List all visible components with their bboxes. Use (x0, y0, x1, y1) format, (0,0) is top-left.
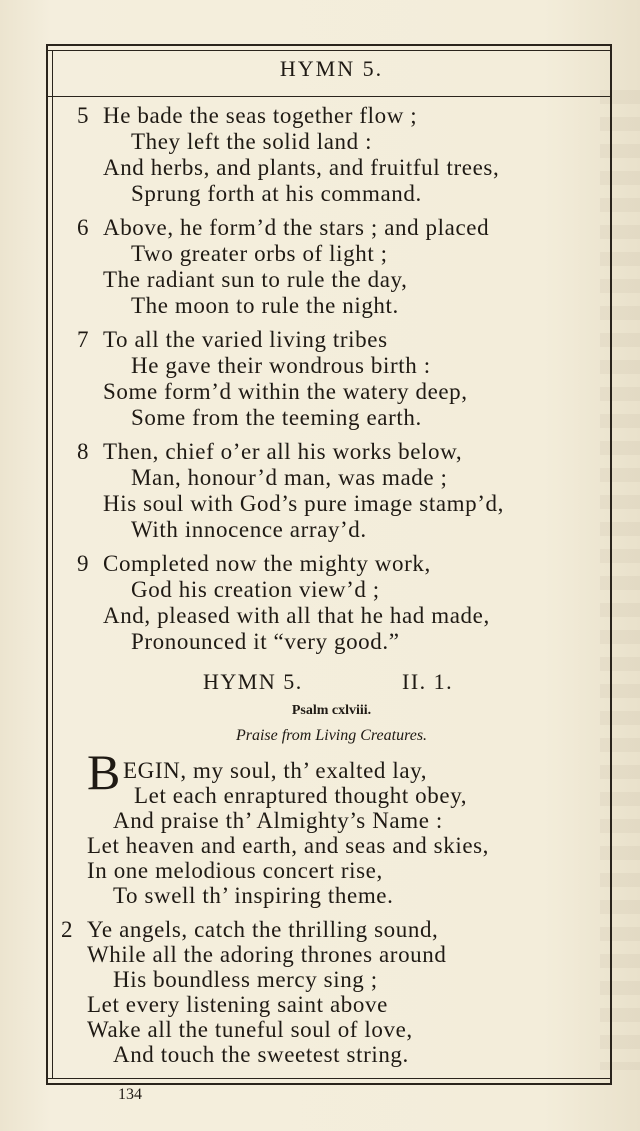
verse-line: And touch the sweetest string. (113, 1042, 409, 1067)
frame-bottom-inner-rule (46, 1078, 612, 1079)
verse-line: Completed now the mighty work, (103, 551, 431, 576)
verse-line: God his creation view’d ; (131, 577, 380, 602)
verse-number: 5 (77, 103, 89, 128)
verse-line: With innocence array’d. (131, 517, 367, 542)
header-bottom-rule (46, 96, 612, 97)
frame-top-outer-rule (46, 44, 612, 46)
verse-number: 6 (77, 215, 89, 240)
verse-line: Sprung forth at his command. (131, 181, 422, 206)
psalm-reference: Psalm cxlviii. (291, 703, 372, 718)
page-number: 134 (118, 1086, 142, 1103)
verse-line: And praise th’ Almighty’s Name : (113, 808, 443, 833)
verse-line: Two greater orbs of light ; (131, 241, 388, 266)
bleed-through (600, 90, 640, 1070)
running-head: HYMN 5. (279, 56, 384, 81)
hymn-subtitle: Praise from Living Creatures. (235, 727, 428, 744)
hymn-meter: II. 1. (402, 669, 454, 694)
verse-line: The moon to rule the night. (131, 293, 399, 318)
verse-line: To swell th’ inspiring theme. (113, 883, 394, 908)
verse-line: Wake all the tuneful soul of love, (87, 1017, 413, 1042)
verse-line: Some from the teeming earth. (131, 405, 422, 430)
verse-number: 2 (61, 917, 73, 942)
verse-line: Ye angels, catch the thrilling sound, (87, 917, 439, 942)
verse-line: They left the solid land : (131, 129, 373, 154)
verse-line: The radiant sun to rule the day, (103, 267, 408, 292)
verse-line: EGIN, my soul, th’ exalted lay, (123, 758, 428, 783)
verse-number: 7 (77, 327, 89, 352)
verse-line: In one melodious concert rise, (87, 858, 383, 883)
frame-left-inner-rule (52, 50, 53, 1078)
verse-line: His boundless mercy sing ; (113, 967, 378, 992)
verse-line: Above, he form’d the stars ; and placed (103, 215, 490, 240)
verse-line: To all the varied living tribes (103, 327, 388, 352)
verse-number: 9 (77, 551, 89, 576)
verse-line: While all the adoring thrones around (87, 942, 447, 967)
verse-line: Then, chief o’er all his works below, (103, 439, 463, 464)
verse-line: He bade the seas together flow ; (103, 103, 418, 128)
verse-line: Let each enraptured thought obey, (134, 783, 468, 808)
hymn-title: HYMN 5. (203, 669, 303, 694)
frame-right-rule (610, 44, 612, 1084)
frame-left-outer-rule (46, 44, 48, 1084)
drop-cap: B (87, 744, 121, 800)
verse-line: And, pleased with all that he had made, (103, 603, 490, 628)
verse-line: Let heaven and earth, and seas and skies, (87, 833, 490, 858)
frame-top-inner-rule (46, 50, 612, 51)
verse-line: His soul with God’s pure image stamp’d, (103, 491, 504, 516)
verse-line: Let every listening saint above (87, 992, 388, 1017)
verse-number: 8 (77, 439, 89, 464)
frame-bottom-outer-rule (46, 1083, 612, 1085)
verse-line: Some form’d within the watery deep, (103, 379, 468, 404)
verse-line: Man, honour’d man, was made ; (131, 465, 448, 490)
verse-line: He gave their wondrous birth : (131, 353, 431, 378)
verse-line: Pronounced it “very good.” (131, 629, 400, 654)
verse-line: And herbs, and plants, and fruitful trees, (103, 155, 500, 180)
